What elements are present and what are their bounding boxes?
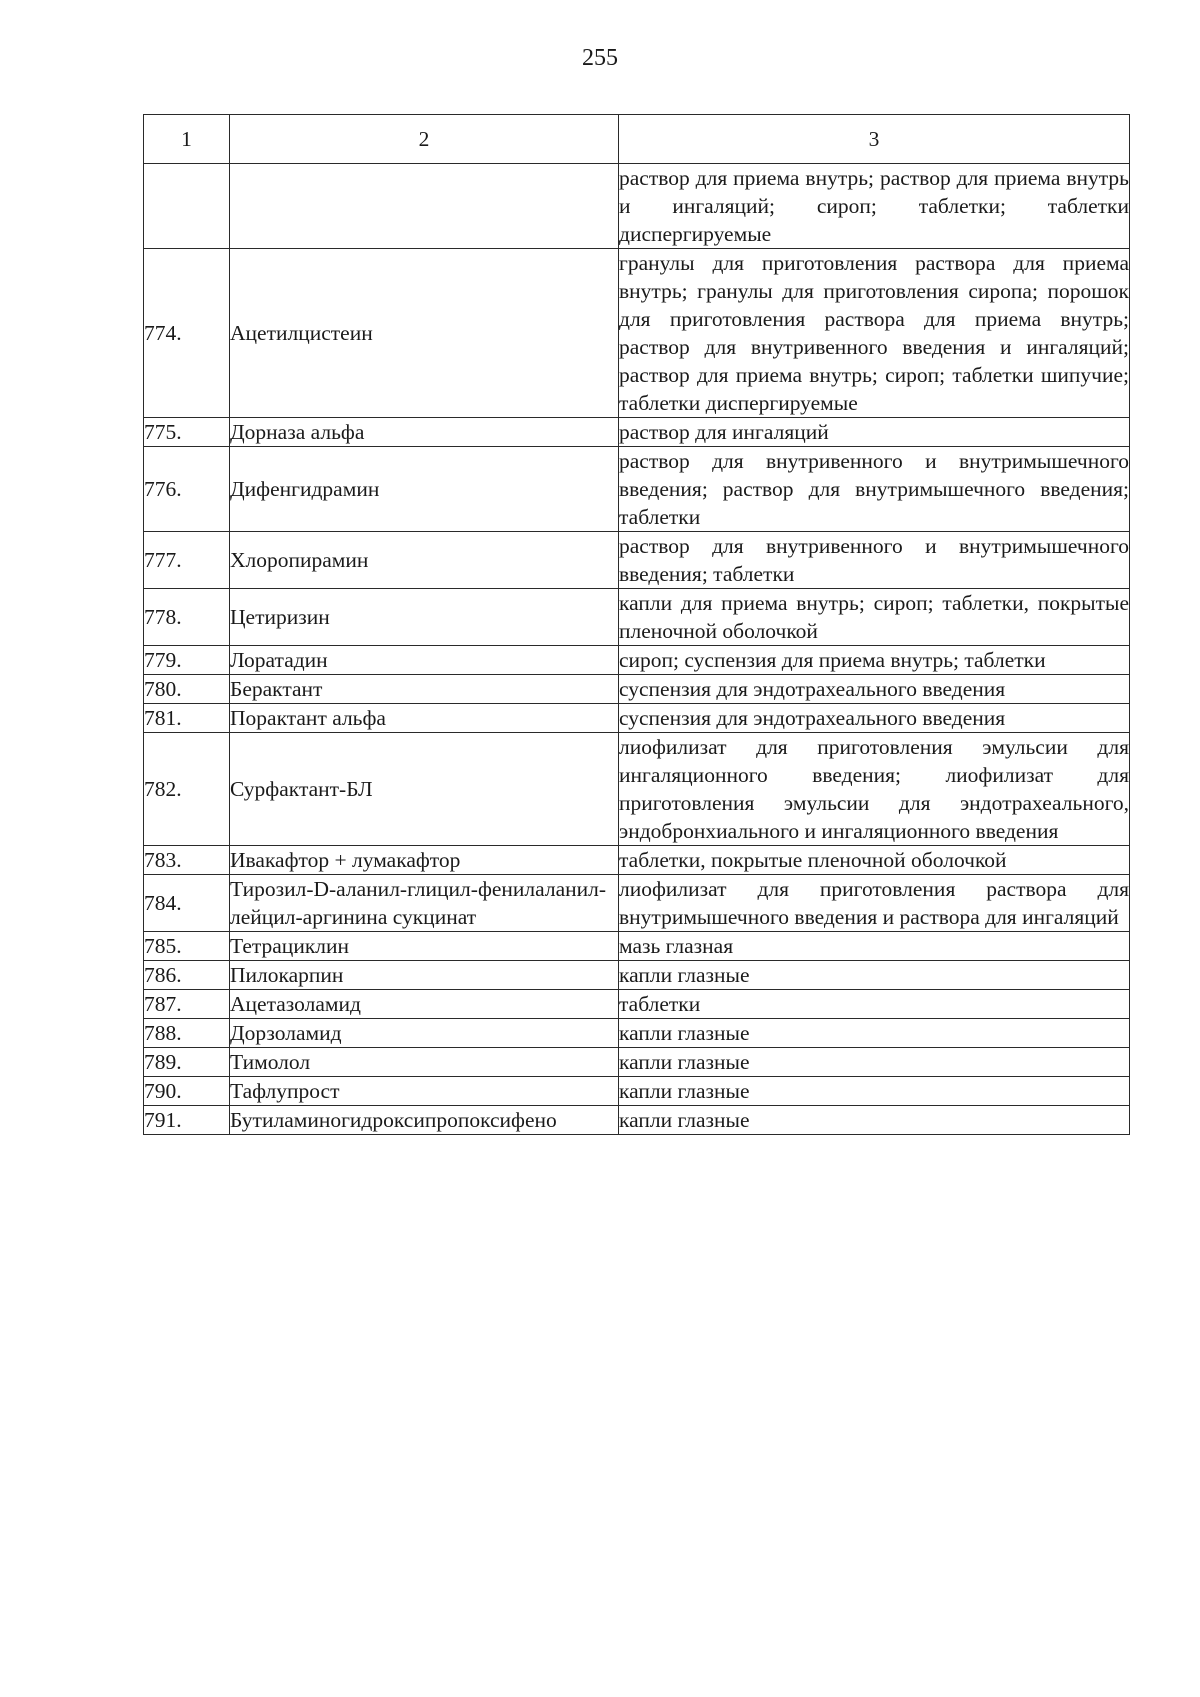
drug-name: Тирозил-D-аланил-глицил-фенилаланил-лейцил-аргинина сукцинат xyxy=(230,875,619,932)
dosage-form: суспензия для эндотрахеального введения xyxy=(619,675,1130,704)
row-number: 775. xyxy=(144,418,230,447)
table-row xyxy=(144,589,1130,646)
table-header-row xyxy=(144,115,1130,164)
table-row xyxy=(144,1048,1130,1077)
dosage-form: раствор для внутривенного и внутримышечного введения; таблетки xyxy=(619,532,1130,589)
row-number: 789. xyxy=(144,1048,230,1077)
row-number: 786. xyxy=(144,961,230,990)
drug-name: Бутиламиногидроксипропоксифено xyxy=(230,1106,619,1135)
drug-name xyxy=(230,164,619,249)
dosage-form: раствор для ингаляций xyxy=(619,418,1130,447)
table-row xyxy=(144,447,1130,532)
table-row xyxy=(144,1106,1130,1135)
table-row xyxy=(144,164,1130,249)
dosage-form: капли для приема внутрь; сироп; таблетки, покрытые пленочной оболочкой xyxy=(619,589,1130,646)
table-row xyxy=(144,846,1130,875)
dosage-form: суспензия для эндотрахеального введения xyxy=(619,704,1130,733)
dosage-form: раствор для внутривенного и внутримышечного введения; раствор для внутримышечного введения; таблетки xyxy=(619,447,1130,532)
drug-name: Пилокарпин xyxy=(230,961,619,990)
dosage-form: капли глазные xyxy=(619,961,1130,990)
column-header-2: 2 xyxy=(230,115,619,164)
row-number: 776. xyxy=(144,447,230,532)
dosage-form: лиофилизат для приготовления эмульсии для ингаляционного введения; лиофилизат для приготовления эмульсии для эндотрахеального, эндобронхиального и ингаляционного введения xyxy=(619,733,1130,846)
drug-name: Тетрациклин xyxy=(230,932,619,961)
table-row xyxy=(144,932,1130,961)
table-row xyxy=(144,1077,1130,1106)
row-number: 782. xyxy=(144,733,230,846)
table-row xyxy=(144,990,1130,1019)
table-row xyxy=(144,704,1130,733)
table-row xyxy=(144,646,1130,675)
drug-name: Тимолол xyxy=(230,1048,619,1077)
drug-name: Берактант xyxy=(230,675,619,704)
drug-name: Лоратадин xyxy=(230,646,619,675)
drug-name: Порактант альфа xyxy=(230,704,619,733)
dosage-form: капли глазные xyxy=(619,1106,1130,1135)
column-header-1: 1 xyxy=(144,115,230,164)
drug-name: Дорзоламид xyxy=(230,1019,619,1048)
row-number: 777. xyxy=(144,532,230,589)
row-number: 785. xyxy=(144,932,230,961)
medication-table xyxy=(143,114,1130,1135)
row-number: 780. xyxy=(144,675,230,704)
drug-name: Ивакафтор + лумакафтор xyxy=(230,846,619,875)
table-row xyxy=(144,961,1130,990)
dosage-form: капли глазные xyxy=(619,1077,1130,1106)
row-number: 774. xyxy=(144,249,230,418)
row-number: 781. xyxy=(144,704,230,733)
table-row xyxy=(144,1019,1130,1048)
dosage-form: капли глазные xyxy=(619,1048,1130,1077)
dosage-form: таблетки, покрытые пленочной оболочкой xyxy=(619,846,1130,875)
dosage-form: мазь глазная xyxy=(619,932,1130,961)
table-row xyxy=(144,532,1130,589)
column-header-3: 3 xyxy=(619,115,1130,164)
drug-name: Ацетилцистеин xyxy=(230,249,619,418)
drug-name: Ацетазоламид xyxy=(230,990,619,1019)
row-number: 790. xyxy=(144,1077,230,1106)
row-number: 784. xyxy=(144,875,230,932)
drug-name: Цетиризин xyxy=(230,589,619,646)
row-number: 791. xyxy=(144,1106,230,1135)
row-number xyxy=(144,164,230,249)
dosage-form: гранулы для приготовления раствора для приема внутрь; гранулы для приготовления сиропа; порошок для приготовления раствора для приема внутрь; раствор для внутривенного введения и ингаляций; раствор для приема внутрь; сироп; таблетки шипучие; таблетки диспергируемые xyxy=(619,249,1130,418)
table-row xyxy=(144,875,1130,932)
drug-name: Тафлупрост xyxy=(230,1077,619,1106)
table-row xyxy=(144,249,1130,418)
drug-name: Дорназа альфа xyxy=(230,418,619,447)
row-number: 779. xyxy=(144,646,230,675)
row-number: 778. xyxy=(144,589,230,646)
page-number: 255 xyxy=(582,45,618,71)
row-number: 783. xyxy=(144,846,230,875)
dosage-form: таблетки xyxy=(619,990,1130,1019)
drug-name: Дифенгидрамин xyxy=(230,447,619,532)
dosage-form: капли глазные xyxy=(619,1019,1130,1048)
drug-name: Хлоропирамин xyxy=(230,532,619,589)
drug-name: Сурфактант-БЛ xyxy=(230,733,619,846)
dosage-form: раствор для приема внутрь; раствор для приема внутрь и ингаляций; сироп; таблетки; таблетки диспергируемые xyxy=(619,164,1130,249)
row-number: 787. xyxy=(144,990,230,1019)
table-row xyxy=(144,675,1130,704)
table-row xyxy=(144,418,1130,447)
table-row xyxy=(144,733,1130,846)
row-number: 788. xyxy=(144,1019,230,1048)
dosage-form: сироп; суспензия для приема внутрь; таблетки xyxy=(619,646,1130,675)
dosage-form: лиофилизат для приготовления раствора для внутримышечного введения и раствора для ингаляций xyxy=(619,875,1130,932)
